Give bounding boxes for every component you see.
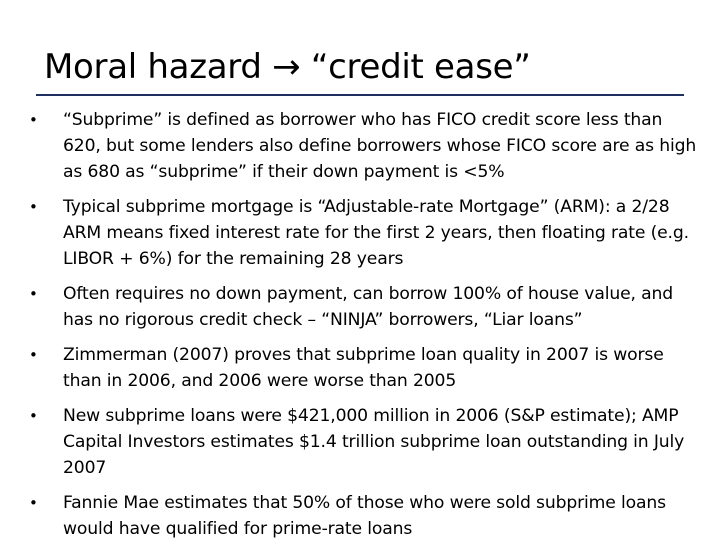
bullet-text: Fannie Mae estimates that 50% of those who were sold subprime loans would have qualified for prime-rate loans — [63, 493, 666, 539]
title-divider — [36, 94, 684, 96]
bullet-dot-icon: • — [29, 346, 38, 364]
bullet-item-3 — [28, 281, 698, 333]
bullet-item-2 — [28, 194, 698, 272]
bullet-text: Often requires no down payment, can borrow 100% of house value, and has no rigorous credit check – “NINJA” borrowers, “Liar loans” — [63, 284, 674, 330]
bullet-text: New subprime loans were $421,000 million in 2006 (S&P estimate); AMP Capital Investors estimates $1.4 trillion subprime loan outstanding in July 2007 — [63, 406, 685, 478]
bullet-list — [28, 107, 698, 551]
bullet-dot-icon: • — [29, 494, 38, 512]
bullet-text: “Subprime” is defined as borrower who has FICO credit score less than 620, but some lenders also define borrowers whose FICO score are as high as 680 as “subprime” if their down payment is <5% — [63, 110, 697, 182]
bullet-text: Zimmerman (2007) proves that subprime loan quality in 2007 is worse than in 2006, and 2006 were worse than 2005 — [63, 345, 664, 391]
bullet-item-4 — [28, 342, 698, 394]
bullet-dot-icon: • — [29, 407, 38, 425]
bullet-dot-icon: • — [29, 198, 38, 216]
bullet-dot-icon: • — [29, 285, 38, 303]
bullet-item-5 — [28, 403, 698, 481]
bullet-text: Typical subprime mortgage is “Adjustable-rate Mortgage” (ARM): a 2/28 ARM means fixed interest rate for the first 2 years, then floating rate (e.g. LIBOR + 6%) for the remaining 28 years — [63, 197, 689, 269]
bullet-item-1 — [28, 107, 698, 185]
bullet-dot-icon: • — [29, 111, 38, 129]
slide-title: Moral hazard → “credit ease” — [44, 47, 531, 87]
bullet-item-6 — [28, 490, 698, 542]
